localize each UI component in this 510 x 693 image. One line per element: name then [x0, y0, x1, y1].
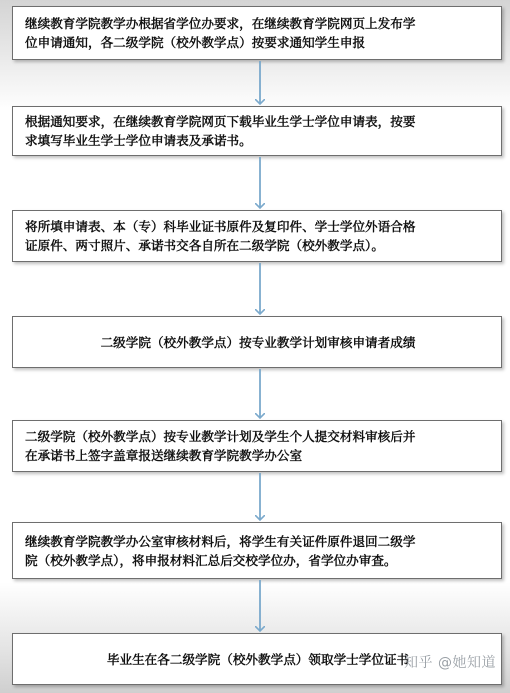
step-6-line-1: 继续教育学院教学办公室审核材料后，将学生有关证件原件退回二级学: [25, 533, 416, 549]
step-6-line-2: 院（校外教学点），将申报材料汇总后交校学位办，省学位办审查。: [25, 552, 397, 568]
step-2-line-2: 求填写毕业生学士学位申请表及承诺书。: [25, 133, 252, 148]
watermark-text: 知乎 @她知道: [404, 655, 496, 671]
step-2-line-1: 根据通知要求，在继续教育学院网页下载毕业生学士学位申请表，按要: [25, 114, 416, 129]
step-1-line-1: 继续教育学院教学办根据省学位办要求，在继续教育学院网页上发布学: [25, 16, 416, 31]
step-5-line-2: 在承诺书上签字盖章报送继续教育学院教学办公室: [25, 448, 303, 463]
step-1-line-2: 位申请通知，各二级学院（校外教学点）按要求通知学生申报: [25, 35, 366, 50]
step-7-line-1: 毕业生在各二级学院（校外教学点）领取学士学位证书: [106, 651, 410, 667]
step-4-line-1: 二级学院（校外教学点）按专业教学计划审核申请者成绩: [100, 334, 416, 350]
step-3-line-2: 证原件、两寸照片、承诺书交各自所在二级学院（校外教学点）。: [25, 238, 384, 253]
step-3-line-1: 将所填申请表、本（专）科毕业证书原件及复印件、学士学位外语合格: [25, 219, 416, 234]
step-5-line-1: 二级学院（校外教学点）按专业教学计划及学生个人提交材料审核后并: [25, 429, 416, 444]
